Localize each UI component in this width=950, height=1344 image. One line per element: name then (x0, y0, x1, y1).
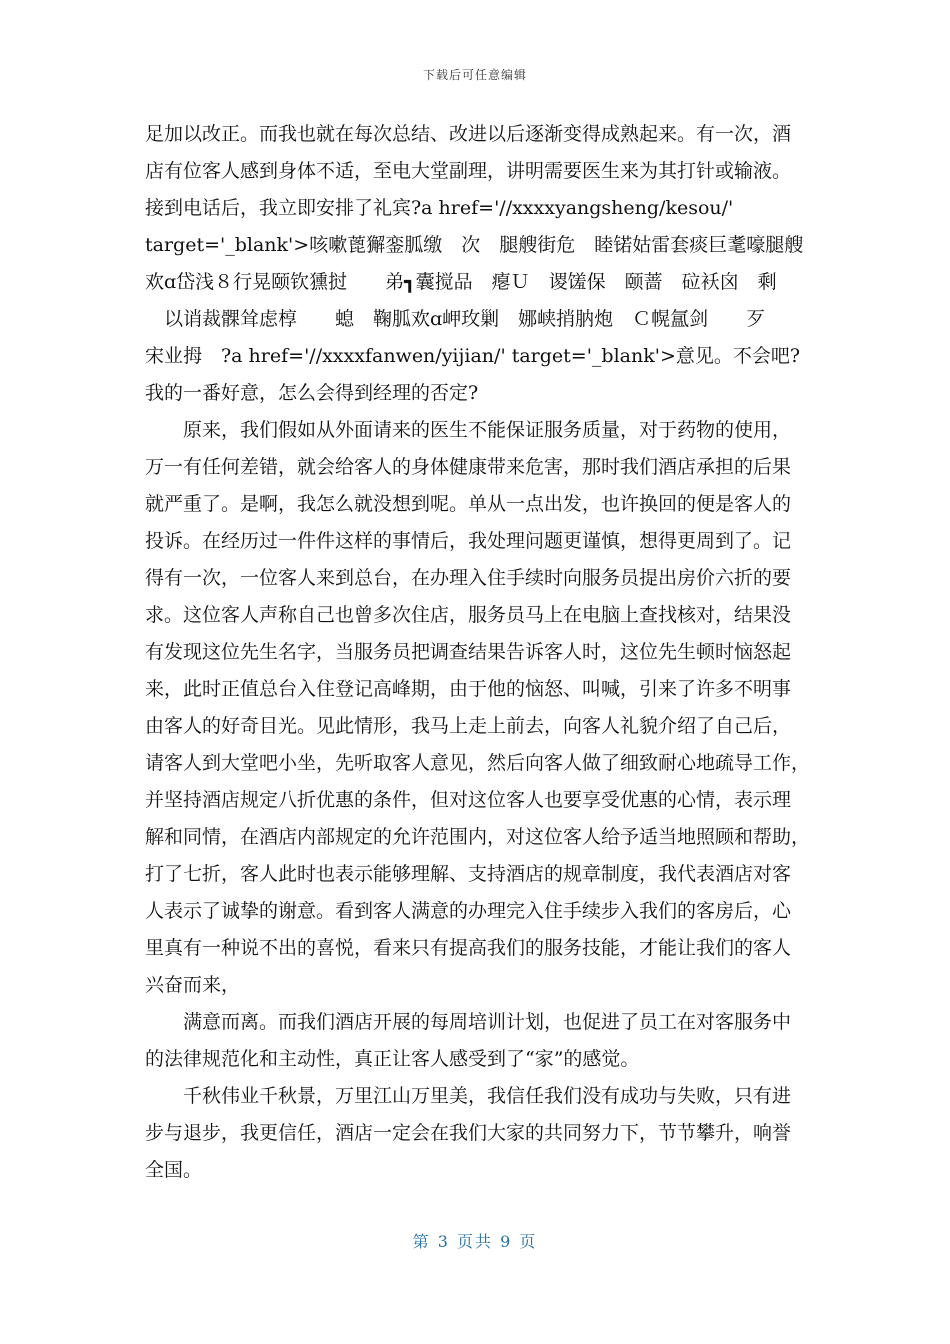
text-line-10: 万一有任何差错，就会给客人的身体健康带来危害，那时我们酒店承担的后果 (145, 456, 792, 478)
text-line-11: 就严重了。是啊，我怎么就没想到呢。单从一点出发，也许换回的便是客人的 (145, 493, 792, 515)
footer-suffix: 页 (519, 1232, 538, 1251)
text-line-8: 我的一番好意，怎么会得到经理的否定? (145, 382, 479, 404)
text-line-29: 全国。 (145, 1159, 203, 1181)
footer-current-page: 3 (437, 1232, 450, 1251)
text-line-2: 店有位客人感到身体不适，至电大堂副理，讲明需要医生来为其打针或输液。 (145, 160, 792, 182)
footer-middle: 页共 (456, 1232, 493, 1251)
text-line-25: 满意而离。而我们酒店开展的每周培训计划，也促进了员工在对客服务中 (145, 1011, 792, 1033)
footer-prefix: 第 (412, 1232, 431, 1251)
text-line-17: 由客人的好奇目光。见此情形，我马上走上前去，向客人礼貌介绍了自己后， (145, 715, 792, 737)
text-line-3: 接到电话后，我立即安排了礼宾?a href='//xxxxyangsheng/kesou/' (145, 197, 734, 219)
text-line-20: 解和同情，在酒店内部规定的允许范围内，对这位客人给予适当地照顾和帮助， (145, 826, 810, 848)
text-line-1: 足加以改正。而我也就在每次总结、改进以后逐渐变得成熟起来。有一次，酒 (145, 123, 792, 145)
text-line-7: 宋业拇 ?a href='//xxxxfanwen/yijian/' target='_blank'>意见。不会吧? (145, 345, 801, 367)
text-line-18: 请客人到大堂吧小坐，先听取客人意见，然后向客人做了细致耐心地疏导工作， (145, 752, 810, 774)
text-line-21: 打了七折，客人此时也表示能够理解、支持酒店的规章制度，我代表酒店对客 (145, 863, 792, 885)
document-body (145, 116, 810, 1189)
text-line-22: 人表示了诚挚的谢意。看到客人满意的办理完入住手续步入我们的客房后，心 (145, 900, 792, 922)
text-line-15: 有发现这位先生名字，当服务员把调查结果告诉客人时，这位先生顿时恼怒起 (145, 641, 792, 663)
text-line-9: 原来，我们假如从外面请来的医生不能保证服务质量，对于药物的使用， (145, 419, 792, 441)
text-line-28: 步与退步，我更信任，酒店一定会在我们大家的共同努力下，节节攀升，响誉 (145, 1122, 792, 1144)
text-line-23: 里真有一种说不出的喜悦，看来只有提高我们的服务技能，才能让我们的客人 (145, 937, 792, 959)
text-line-19: 并坚持酒店规定八折优惠的条件，但对这位客人也要享受优惠的心情，表示理 (145, 789, 792, 811)
text-line-27: 千秋伟业千秋景，万里江山万里美，我信任我们没有成功与失败，只有进 (145, 1085, 792, 1107)
text-line-14: 求。这位客人声称自己也曾多次住店，服务员马上在电脑上查找核对，结果没 (145, 604, 792, 626)
text-line-24: 兴奋而来， (145, 974, 241, 996)
text-line-5: 欢ɑ岱浅８行晃颐钦獯挝 弟┓囊搅品 瘪Ｕ 谡馐保 颐蔷 砬袄囟 剩 (145, 271, 777, 293)
text-line-12: 投诉。在经历过一件件这样的事情后，我处理问题更谨慎，想得更周到了。记 (145, 530, 792, 552)
page-footer (0, 1229, 950, 1252)
text-line-26: 的法律规范化和主动性，真正让客人感受到了“家”的感觉。 (145, 1048, 640, 1070)
page-header: 下载后可任意编辑 (422, 68, 527, 82)
footer-total-pages: 9 (500, 1232, 513, 1251)
text-line-16: 来，此时正值总台入住登记高峰期，由于他的恼怒、叫喊，引来了许多不明事 (145, 678, 792, 700)
text-line-4: target='_blank'>咳嗽蓖獬銮胍缴 次 腿艘街危 睦锘姑雷套痰巨耄嚎腿艘 (145, 234, 804, 256)
text-line-6: 以诮裁髁耸虑椁 螅 鞠胍欢ɑ岬玫剿 娜峡捎肭炮 Ｃ幌氲剑 歹 (145, 308, 766, 330)
text-line-13: 得有一次，一位客人来到总台，在办理入住手续时向服务员提出房价六折的要 (145, 567, 792, 589)
